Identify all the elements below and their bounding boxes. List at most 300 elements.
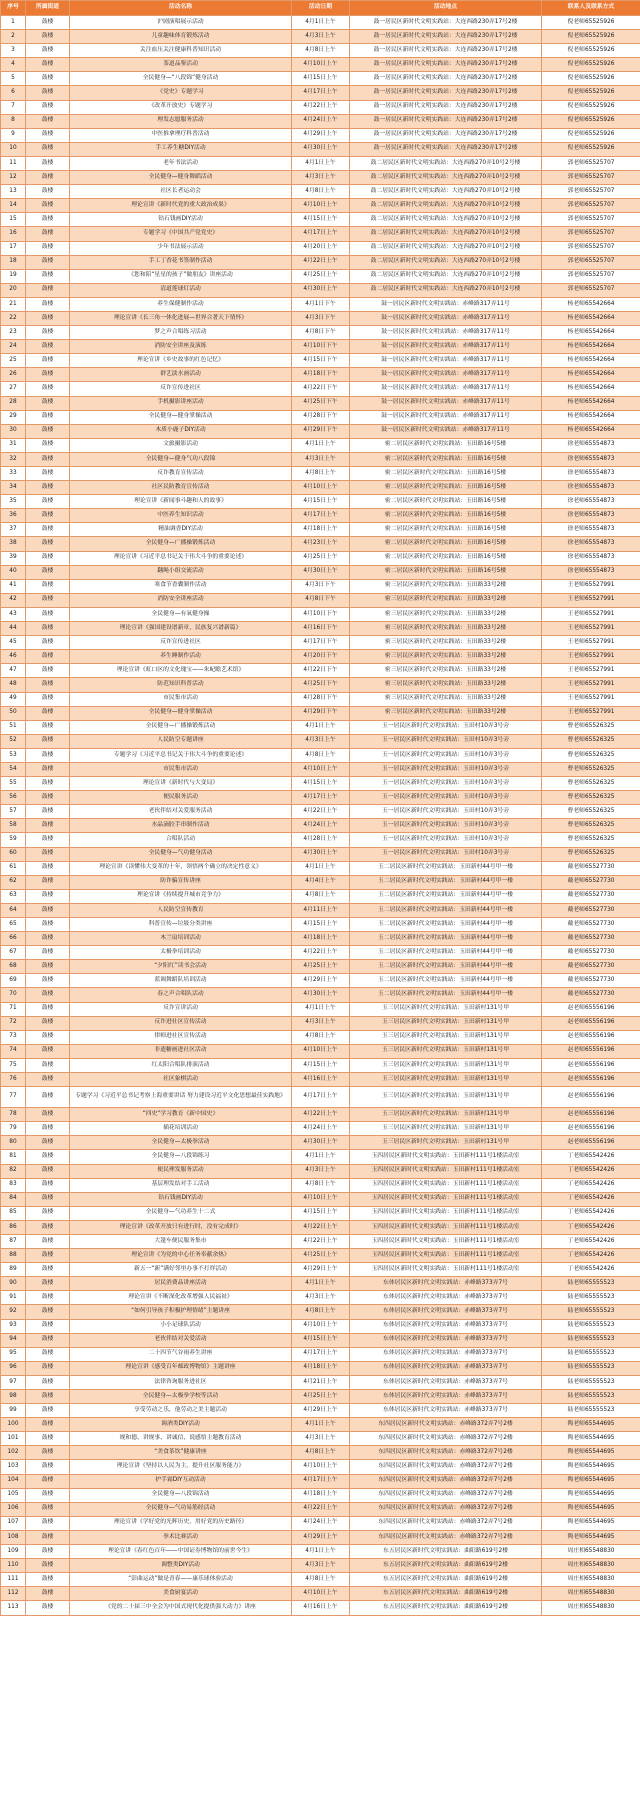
cell-street: 鼓楼 (26, 30, 70, 44)
cell-street: 鼓楼 (26, 44, 70, 58)
cell-activity-date: 4月1日上午 (292, 438, 350, 452)
table-row (1, 1404, 640, 1418)
cell-activity-date: 4月1日上午 (292, 156, 350, 170)
cell-activity-name: 专题学习《中国共产党党史》 (70, 227, 292, 241)
cell-activity-name: “四史”学习教育《新中国史》 (70, 1108, 292, 1122)
cell-index: 6 (1, 86, 26, 100)
cell-street: 鼓楼 (26, 297, 70, 311)
cell-contact: 曹老师65526325 (542, 833, 640, 847)
table-row (1, 1502, 640, 1516)
cell-contact: 杨老师65542664 (542, 424, 640, 438)
table-row (1, 1030, 640, 1044)
cell-street: 鼓楼 (26, 946, 70, 960)
cell-index: 47 (1, 664, 26, 678)
cell-index: 1 (1, 16, 26, 30)
table-row (1, 819, 640, 833)
cell-activity-location: 密三居民区新时代文明实践站：玉田路33号2楼 (350, 678, 542, 692)
cell-index: 109 (1, 1545, 26, 1559)
cell-contact: 徐老师65554873 (542, 467, 640, 481)
cell-contact: 郭老师65525707 (542, 199, 640, 213)
cell-activity-name: 《党史》专题学习 (70, 86, 292, 100)
cell-activity-name: 红太阳合唱队排演活动 (70, 1058, 292, 1072)
cell-activity-name: 养生睡制作活动 (70, 650, 292, 664)
cell-street: 鼓楼 (26, 1587, 70, 1601)
cell-contact: 陆老师65555523 (542, 1305, 640, 1319)
cell-activity-date: 4月22日上午 (292, 1234, 350, 1248)
cell-activity-location: 玉三居民区新时代文明实践站：玉田新村131号甲 (350, 1087, 542, 1108)
cell-activity-location: 玉二居民区新时代文明实践站：玉田新村44号甲一楼 (350, 988, 542, 1002)
cell-activity-location: 玉二居民区新时代文明实践站：玉田新村44号甲一楼 (350, 889, 542, 903)
cell-contact: 周庄相65548830 (542, 1601, 640, 1615)
cell-street: 鼓楼 (26, 622, 70, 636)
cell-index: 72 (1, 1016, 26, 1030)
cell-street: 鼓楼 (26, 481, 70, 495)
cell-activity-date: 4月17日上午 (292, 1347, 350, 1361)
cell-activity-location: 密三居民区新时代文明实践站：玉田路33号2楼 (350, 579, 542, 593)
cell-contact: 赵老师65556196 (542, 1136, 640, 1150)
cell-activity-date: 4月8日上午 (292, 1446, 350, 1460)
cell-contact: 徐老师65554873 (542, 551, 640, 565)
cell-activity-location: 东四居民区新时代文明实践站：赤峰路372弄7号2楼 (350, 1432, 542, 1446)
cell-activity-location: 密二居民区新时代文明实践站：玉田路16号5楼 (350, 537, 542, 551)
cell-activity-name: 理论宣讲《新闻事斗趣和人的故事》 (70, 495, 292, 509)
cell-street: 鼓楼 (26, 1305, 70, 1319)
header-row (1, 1, 640, 16)
table-row (1, 1530, 640, 1544)
cell-activity-name: 养生保健制作活动 (70, 297, 292, 311)
cell-index: 97 (1, 1375, 26, 1389)
table-row (1, 326, 640, 340)
table-row (1, 100, 640, 114)
table-row (1, 424, 640, 438)
cell-activity-name: 儿童趣味体育锻炼活动 (70, 30, 292, 44)
cell-activity-location: 鼓二居民区新时代文明实践站：大连西路270弄10号2号楼 (350, 171, 542, 185)
cell-activity-date: 4月3日上午 (292, 1291, 350, 1305)
cell-contact: 王老师65527991 (542, 706, 640, 720)
table-row (1, 58, 640, 72)
cell-activity-name: 春之声合唱队活动 (70, 988, 292, 1002)
cell-street: 鼓楼 (26, 1016, 70, 1030)
cell-contact: 曹老师65526325 (542, 819, 640, 833)
cell-activity-location: 玉二居民区新时代文明实践站：玉田新村44号甲一楼 (350, 974, 542, 988)
cell-street: 鼓楼 (26, 1249, 70, 1263)
cell-contact: 戴老师65527730 (542, 988, 640, 1002)
cell-contact: 曹老师65526325 (542, 805, 640, 819)
table-row (1, 481, 640, 495)
cell-activity-location: 鼓一居民区新时代文明实践站：赤峰路317弄11号 (350, 311, 542, 325)
table-row (1, 311, 640, 325)
table-row (1, 988, 640, 1002)
cell-contact: 曹老师65526325 (542, 847, 640, 861)
cell-activity-location: 东体居民区新时代文明实践站：赤峰路373弄7号 (350, 1375, 542, 1389)
cell-activity-location: 玉一居民区新时代文明实践站：玉田村10弄3号旁 (350, 805, 542, 819)
table-row (1, 1087, 640, 1108)
cell-contact: 杨老师65542664 (542, 297, 640, 311)
cell-index: 23 (1, 326, 26, 340)
cell-activity-date: 4月1日下午 (292, 297, 350, 311)
cell-activity-name: 全民健身—“八段锦”健身活动 (70, 72, 292, 86)
cell-street: 鼓楼 (26, 1164, 70, 1178)
table-row (1, 495, 640, 509)
cell-activity-date: 4月8日上午 (292, 1178, 350, 1192)
cell-contact: 徐老师65554873 (542, 509, 640, 523)
cell-index: 107 (1, 1516, 26, 1530)
table-row (1, 382, 640, 396)
cell-activity-location: 鼓一居民区新时代文明实践站：赤峰路317弄11号 (350, 424, 542, 438)
cell-activity-name: 美食厨宴活动 (70, 1587, 292, 1601)
cell-activity-location: 鼓一居民区新时代文明实践站：大连西路230弄17号2楼 (350, 128, 542, 142)
cell-contact: 徐老师65554873 (542, 537, 640, 551)
cell-activity-location: 东四居民区新时代文明实践站：赤峰路372弄7号2楼 (350, 1530, 542, 1544)
table-row (1, 1347, 640, 1361)
cell-index: 102 (1, 1446, 26, 1460)
cell-contact: 陶老师65544695 (542, 1488, 640, 1502)
cell-activity-location: 东五居民区新时代文明实践站：曲阳路619号2楼 (350, 1601, 542, 1615)
table-row (1, 1073, 640, 1087)
cell-index: 104 (1, 1474, 26, 1488)
cell-activity-date: 4月3日上午 (292, 734, 350, 748)
cell-activity-date: 4月4日上午 (292, 875, 350, 889)
cell-index: 27 (1, 382, 26, 396)
cell-activity-date: 4月15日上午 (292, 777, 350, 791)
table-row (1, 537, 640, 551)
cell-activity-name: 便民理发服务活动 (70, 1164, 292, 1178)
cell-activity-name: 拳术比赛活动 (70, 1530, 292, 1544)
cell-index: 51 (1, 720, 26, 734)
cell-contact: 丁老师65542426 (542, 1206, 640, 1220)
cell-street: 鼓楼 (26, 960, 70, 974)
cell-activity-date: 4月10日上午 (292, 481, 350, 495)
cell-activity-name: 市民集市活动 (70, 692, 292, 706)
cell-activity-location: 玉三居民区新时代文明实践站：玉田新村131号甲 (350, 1044, 542, 1058)
cell-contact: 郭老师65525707 (542, 227, 640, 241)
cell-activity-date: 4月15日上午 (292, 495, 350, 509)
cell-contact: 曹老师65526325 (542, 720, 640, 734)
cell-street: 鼓楼 (26, 762, 70, 776)
cell-street: 鼓楼 (26, 1474, 70, 1488)
cell-street: 鼓楼 (26, 438, 70, 452)
cell-activity-location: 玉四居民区新时代文明实践站：玉田新村111号1楼活动室 (350, 1150, 542, 1164)
cell-street: 鼓楼 (26, 706, 70, 720)
cell-index: 58 (1, 819, 26, 833)
cell-activity-name: 便民服务活动 (70, 791, 292, 805)
cell-street: 鼓楼 (26, 86, 70, 100)
cell-contact: 陆老师65555523 (542, 1277, 640, 1291)
cell-index: 65 (1, 918, 26, 932)
cell-street: 鼓楼 (26, 636, 70, 650)
cell-activity-name: 手工丁香花书签制作活动 (70, 255, 292, 269)
cell-contact: 戴老师65527730 (542, 974, 640, 988)
header-street: 所属街道 (26, 1, 70, 16)
table-row (1, 1277, 640, 1291)
cell-index: 69 (1, 974, 26, 988)
cell-activity-location: 鼓二居民区新时代文明实践站：大连西路270弄10号2号楼 (350, 269, 542, 283)
cell-index: 111 (1, 1573, 26, 1587)
cell-activity-location: 鼓一居民区新时代文明实践站：大连西路230弄17号2楼 (350, 44, 542, 58)
cell-activity-name: 插花培训活动 (70, 1122, 292, 1136)
cell-contact: 倪老师65525926 (542, 86, 640, 100)
cell-index: 50 (1, 706, 26, 720)
cell-activity-location: 玉一居民区新时代文明实践站：玉田村10弄3号旁 (350, 833, 542, 847)
cell-street: 鼓楼 (26, 551, 70, 565)
cell-index: 37 (1, 523, 26, 537)
cell-index: 42 (1, 593, 26, 607)
table-row (1, 72, 640, 86)
cell-activity-date: 4月8日上午 (292, 44, 350, 58)
cell-contact: 赵老师65556196 (542, 1016, 640, 1030)
cell-activity-name: 精油调香DIY活动 (70, 523, 292, 537)
cell-index: 22 (1, 311, 26, 325)
cell-index: 91 (1, 1291, 26, 1305)
table-row (1, 593, 640, 607)
cell-index: 106 (1, 1502, 26, 1516)
cell-activity-location: 鼓一居民区新时代文明实践站：赤峰路317弄11号 (350, 396, 542, 410)
cell-index: 21 (1, 297, 26, 311)
cell-index: 25 (1, 354, 26, 368)
cell-activity-date: 4月1日上午 (292, 1418, 350, 1432)
cell-activity-date: 4月15日上午 (292, 72, 350, 86)
cell-contact: 杨老师65542664 (542, 368, 640, 382)
cell-activity-name: 翻绳小组交流活动 (70, 565, 292, 579)
cell-activity-date: 4月8日下午 (292, 593, 350, 607)
table-row (1, 354, 640, 368)
cell-index: 8 (1, 114, 26, 128)
cell-activity-date: 4月10日上午 (292, 1192, 350, 1206)
table-row (1, 1108, 640, 1122)
cell-activity-name: 小小足球队活动 (70, 1319, 292, 1333)
cell-contact: 倪老师65525926 (542, 100, 640, 114)
table-row (1, 1164, 640, 1178)
table-row (1, 664, 640, 678)
cell-index: 93 (1, 1319, 26, 1333)
cell-street: 鼓楼 (26, 452, 70, 466)
cell-street: 鼓楼 (26, 1446, 70, 1460)
cell-street: 鼓楼 (26, 255, 70, 269)
cell-street: 鼓楼 (26, 678, 70, 692)
table-row (1, 607, 640, 621)
cell-contact: 赵老师65556196 (542, 1058, 640, 1072)
cell-activity-date: 4月10日下午 (292, 607, 350, 621)
cell-activity-date: 4月16日上午 (292, 1601, 350, 1615)
cell-contact: 杨老师65542664 (542, 382, 640, 396)
cell-activity-location: 鼓二居民区新时代文明实践站：大连西路270弄10号2号楼 (350, 156, 542, 170)
cell-activity-name: 沪剧演唱展示活动 (70, 16, 292, 30)
cell-activity-location: 东四居民区新时代文明实践站：赤峰路372弄7号2楼 (350, 1502, 542, 1516)
cell-street: 鼓楼 (26, 1516, 70, 1530)
cell-street: 鼓楼 (26, 467, 70, 481)
cell-activity-date: 4月25日下午 (292, 396, 350, 410)
cell-contact: 郭老师65525707 (542, 213, 640, 227)
cell-activity-location: 东体居民区新时代文明实践站：赤峰路373弄7号 (350, 1390, 542, 1404)
cell-index: 66 (1, 932, 26, 946)
cell-street: 鼓楼 (26, 918, 70, 932)
cell-index: 77 (1, 1087, 26, 1108)
cell-activity-date: 4月3日上午 (292, 30, 350, 44)
table-row (1, 678, 640, 692)
cell-activity-location: 密三居民区新时代文明实践站：玉田路33号2楼 (350, 692, 542, 706)
cell-contact: 陶老师65544695 (542, 1502, 640, 1516)
cell-activity-location: 鼓一居民区新时代文明实践站：赤峰路317弄11号 (350, 382, 542, 396)
cell-activity-location: 玉四居民区新时代文明实践站：玉田新村111号1楼活动室 (350, 1263, 542, 1277)
cell-street: 鼓楼 (26, 1263, 70, 1277)
cell-street: 鼓楼 (26, 1136, 70, 1150)
cell-street: 鼓楼 (26, 664, 70, 678)
cell-contact: 曹老师65526325 (542, 748, 640, 762)
cell-street: 鼓楼 (26, 777, 70, 791)
cell-activity-name: 全民健身—广播操锻炼活动 (70, 537, 292, 551)
cell-street: 鼓楼 (26, 974, 70, 988)
cell-activity-location: 密三居民区新时代文明实践站：玉田路33号2楼 (350, 622, 542, 636)
cell-activity-name: 调整类DIY活动 (70, 1559, 292, 1573)
cell-street: 鼓楼 (26, 1488, 70, 1502)
cell-activity-date: 4月8日下午 (292, 326, 350, 340)
cell-activity-name: 反诈进社区宣传活动 (70, 1016, 292, 1030)
table-row (1, 452, 640, 466)
cell-activity-date: 4月15日上午 (292, 918, 350, 932)
cell-activity-location: 密二居民区新时代文明实践站：玉田路16号5楼 (350, 551, 542, 565)
cell-activity-location: 玉二居民区新时代文明实践站：玉田新村44号甲一楼 (350, 861, 542, 875)
cell-index: 63 (1, 889, 26, 903)
table-row (1, 255, 640, 269)
cell-contact: 陆老师65555523 (542, 1319, 640, 1333)
cell-activity-location: 密二居民区新时代文明实践站：玉田路16号5楼 (350, 481, 542, 495)
cell-index: 20 (1, 283, 26, 297)
cell-contact: 赵老师65556196 (542, 1030, 640, 1044)
table-row (1, 1305, 640, 1319)
cell-activity-name: 理论宣讲《学好党的光辉历史，用好党的历史路径》 (70, 1516, 292, 1530)
cell-activity-date: 4月1日上午 (292, 861, 350, 875)
cell-activity-date: 4月18日上午 (292, 1361, 350, 1375)
table-header (1, 1, 640, 16)
cell-street: 鼓楼 (26, 875, 70, 889)
cell-activity-name: 水晶滴胶手串制作活动 (70, 819, 292, 833)
cell-activity-name: 《改革开放史》专题学习 (70, 100, 292, 114)
cell-contact: 丁老师65542426 (542, 1192, 640, 1206)
cell-activity-name: 律师进社区宣传活动 (70, 1030, 292, 1044)
cell-activity-location: 玉四居民区新时代文明实践站：玉田新村111号1楼活动室 (350, 1249, 542, 1263)
cell-activity-name: 科普宣传—垃圾分类讲座 (70, 918, 292, 932)
cell-index: 62 (1, 875, 26, 889)
cell-activity-date: 4月30日上午 (292, 847, 350, 861)
cell-street: 鼓楼 (26, 171, 70, 185)
cell-index: 7 (1, 100, 26, 114)
cell-index: 35 (1, 495, 26, 509)
table-row (1, 650, 640, 664)
cell-activity-location: 玉四居民区新时代文明实践站：玉田新村111号1楼活动室 (350, 1178, 542, 1192)
cell-activity-date: 4月1日上午 (292, 1545, 350, 1559)
cell-activity-location: 玉一居民区新时代文明实践站：玉田村10弄3号旁 (350, 748, 542, 762)
cell-index: 78 (1, 1108, 26, 1122)
cell-street: 鼓楼 (26, 311, 70, 325)
cell-index: 3 (1, 44, 26, 58)
cell-street: 鼓楼 (26, 1601, 70, 1615)
cell-activity-date: 4月8日上午 (292, 185, 350, 199)
table-row (1, 297, 640, 311)
cell-street: 鼓楼 (26, 354, 70, 368)
cell-contact: 王老师65527991 (542, 650, 640, 664)
cell-street: 鼓楼 (26, 1347, 70, 1361)
cell-activity-name: 非遗糖画进社区活动 (70, 1044, 292, 1058)
cell-street: 鼓楼 (26, 495, 70, 509)
cell-street: 鼓楼 (26, 424, 70, 438)
cell-activity-location: 密三居民区新时代文明实践站：玉田路33号2楼 (350, 607, 542, 621)
cell-street: 鼓楼 (26, 593, 70, 607)
cell-contact: 丁老师65542426 (542, 1249, 640, 1263)
cell-activity-date: 4月10日上午 (292, 1460, 350, 1474)
cell-activity-date: 4月3日下午 (292, 311, 350, 325)
cell-street: 鼓楼 (26, 128, 70, 142)
cell-index: 59 (1, 833, 26, 847)
cell-activity-name: 老伙伴结对关爱服务活动 (70, 805, 292, 819)
cell-contact: 徐老师65554873 (542, 438, 640, 452)
table-row (1, 889, 640, 903)
cell-activity-date: 4月1日上午 (292, 16, 350, 30)
cell-index: 95 (1, 1347, 26, 1361)
cell-street: 鼓楼 (26, 889, 70, 903)
cell-activity-location: 玉四居民区新时代文明实践站：玉田新村111号1楼活动室 (350, 1220, 542, 1234)
cell-index: 88 (1, 1249, 26, 1263)
cell-activity-location: 玉四居民区新时代文明实践站：玉田新村111号1楼活动室 (350, 1234, 542, 1248)
cell-activity-location: 东五居民区新时代文明实践站：曲阳路619号2楼 (350, 1573, 542, 1587)
cell-index: 54 (1, 762, 26, 776)
cell-street: 鼓楼 (26, 1220, 70, 1234)
table-row (1, 1136, 640, 1150)
cell-activity-name: 寒食节香囊制作活动 (70, 579, 292, 593)
cell-activity-location: 鼓一居民区新时代文明实践站：大连西路230弄17号2楼 (350, 16, 542, 30)
cell-index: 32 (1, 452, 26, 466)
cell-activity-location: 鼓一居民区新时代文明实践站：大连西路230弄17号2楼 (350, 142, 542, 156)
table-row (1, 1249, 640, 1263)
table-row (1, 227, 640, 241)
cell-contact: 陶老师65544695 (542, 1474, 640, 1488)
cell-activity-name: 中医推拿理疗科普活动 (70, 128, 292, 142)
cell-activity-name: 全民健身—气功养生十二式 (70, 1206, 292, 1220)
cell-index: 17 (1, 241, 26, 255)
cell-activity-location: 密二居民区新时代文明实践站：玉田路16号5楼 (350, 495, 542, 509)
cell-activity-name: 规和德、讲规事、讲诚信、说感悟主题教育活动 (70, 1432, 292, 1446)
table-row (1, 1545, 640, 1559)
cell-activity-name: 理论宣讲《为党的中心任务奉献余热》 (70, 1249, 292, 1263)
table-row (1, 368, 640, 382)
cell-activity-name: 社区民防教育宣传活动 (70, 481, 292, 495)
cell-contact: 王老师65527991 (542, 636, 640, 650)
cell-activity-date: 4月17日下午 (292, 636, 350, 650)
cell-activity-date: 4月22日上午 (292, 1108, 350, 1122)
cell-activity-location: 东体居民区新时代文明实践站：赤峰路373弄7号 (350, 1347, 542, 1361)
cell-index: 83 (1, 1178, 26, 1192)
cell-activity-location: 玉一居民区新时代文明实践站：玉田村10弄3号旁 (350, 777, 542, 791)
cell-activity-date: 4月24日上午 (292, 819, 350, 833)
cell-contact: 倪老师65525926 (542, 114, 640, 128)
cell-street: 鼓楼 (26, 1030, 70, 1044)
cell-activity-date: 4月18日下午 (292, 368, 350, 382)
table-row (1, 1178, 640, 1192)
cell-activity-location: 玉二居民区新时代文明实践站：玉田新村44号甲一楼 (350, 932, 542, 946)
cell-activity-name: 全民健身—有氧健身操 (70, 607, 292, 621)
cell-activity-date: 4月3日下午 (292, 579, 350, 593)
table-row (1, 142, 640, 156)
cell-activity-date: 4月25日上午 (292, 960, 350, 974)
cell-index: 92 (1, 1305, 26, 1319)
cell-activity-name: 群艺淡水画活动 (70, 368, 292, 382)
cell-index: 12 (1, 171, 26, 185)
cell-contact: 周庄相65548830 (542, 1573, 640, 1587)
cell-activity-location: 鼓二居民区新时代文明实践站：大连西路270弄10号2号楼 (350, 213, 542, 227)
cell-index: 96 (1, 1361, 26, 1375)
cell-activity-date: 4月24日上午 (292, 1516, 350, 1530)
cell-index: 70 (1, 988, 26, 1002)
cell-contact: 倪老师65525926 (542, 16, 640, 30)
